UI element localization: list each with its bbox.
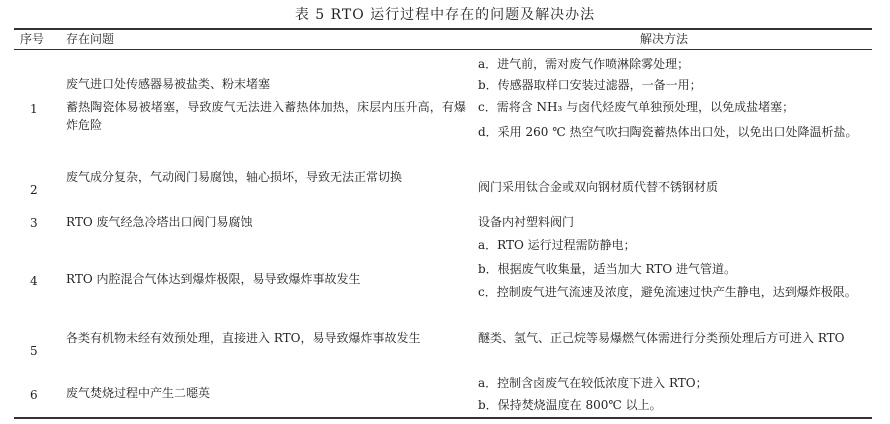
row-4-solution-a: a．RTO 运行过程需防静电；: [478, 238, 636, 252]
row-4-problem: RTO 内腔混合气体达到爆炸极限，易导致爆炸事故发生: [66, 272, 361, 286]
row-6-number: 6: [30, 388, 38, 402]
table-top-rule: [14, 28, 872, 30]
row-1-solution-c: c．需将含 NH₃ 与卤代烃废气单独预处理，以免成盐堵塞；: [478, 100, 795, 114]
row-3-number: 3: [30, 216, 38, 230]
row-1-number: 1: [30, 102, 38, 116]
row-1-solution-a: a．进气前，需对废气作喷淋除雾处理；: [478, 57, 690, 71]
header-number: 序号: [20, 32, 45, 46]
table-header-rule: [14, 49, 872, 50]
row-1-problem-2: 蓄热陶瓷体易被堵塞，导致废气无法进入蓄热体加热，床层内压升高，有爆炸危险: [66, 100, 466, 132]
header-solution: 解决方法: [640, 32, 689, 46]
header-problem: 存在问题: [66, 32, 115, 46]
row-6-solution-a: a．控制含卤废气在较低浓度下进入 RTO；: [478, 376, 708, 390]
row-3-solution: 设备内衬塑料阀门: [478, 215, 575, 229]
row-3-problem: RTO 废气经急冷塔出口阀门易腐蚀: [66, 215, 253, 229]
row-4-solution-c: c．控制废气进气流速及浓度，避免流速过快产生静电，达到爆炸极限。: [478, 285, 857, 299]
row-5-problem: 各类有机物未经有效预处理，直接进入 RTO，易导致爆炸事故发生: [66, 331, 421, 345]
row-1-solution-b: b．传感器取样口安装过滤器，一备一用；: [478, 78, 702, 92]
row-1-solution-d: d．采用 260 ℃ 热空气吹扫陶瓷蓄热体出口处，以免出口处降温析盐。: [478, 125, 858, 139]
row-5-solution: 醚类、氢气、正己烷等易爆燃气体需进行分类预处理后方可进入 RTO: [478, 331, 845, 345]
row-4-number: 4: [30, 274, 38, 288]
row-2-number: 2: [30, 183, 38, 197]
table-bottom-rule: [14, 417, 872, 419]
row-2-solution: 阀门采用钛合金或双向钢材质代替不锈钢材质: [478, 180, 719, 194]
table-caption: 表 5 RTO 运行过程中存在的问题及解决办法: [294, 7, 596, 23]
row-4-solution-b: b．根据废气收集量，适当加大 RTO 进气管道。: [478, 262, 736, 276]
row-5-number: 5: [30, 344, 38, 358]
row-6-problem: 废气焚烧过程中产生二噁英: [66, 386, 211, 400]
row-1-problem-1: 废气进口处传感器易被盐类、粉末堵塞: [66, 77, 271, 91]
row-2-problem: 废气成分复杂，气动阀门易腐蚀，轴心损坏，导致无法正常切换: [66, 170, 403, 184]
row-6-solution-b: b．保持焚烧温度在 800℃ 以上。: [478, 398, 662, 412]
